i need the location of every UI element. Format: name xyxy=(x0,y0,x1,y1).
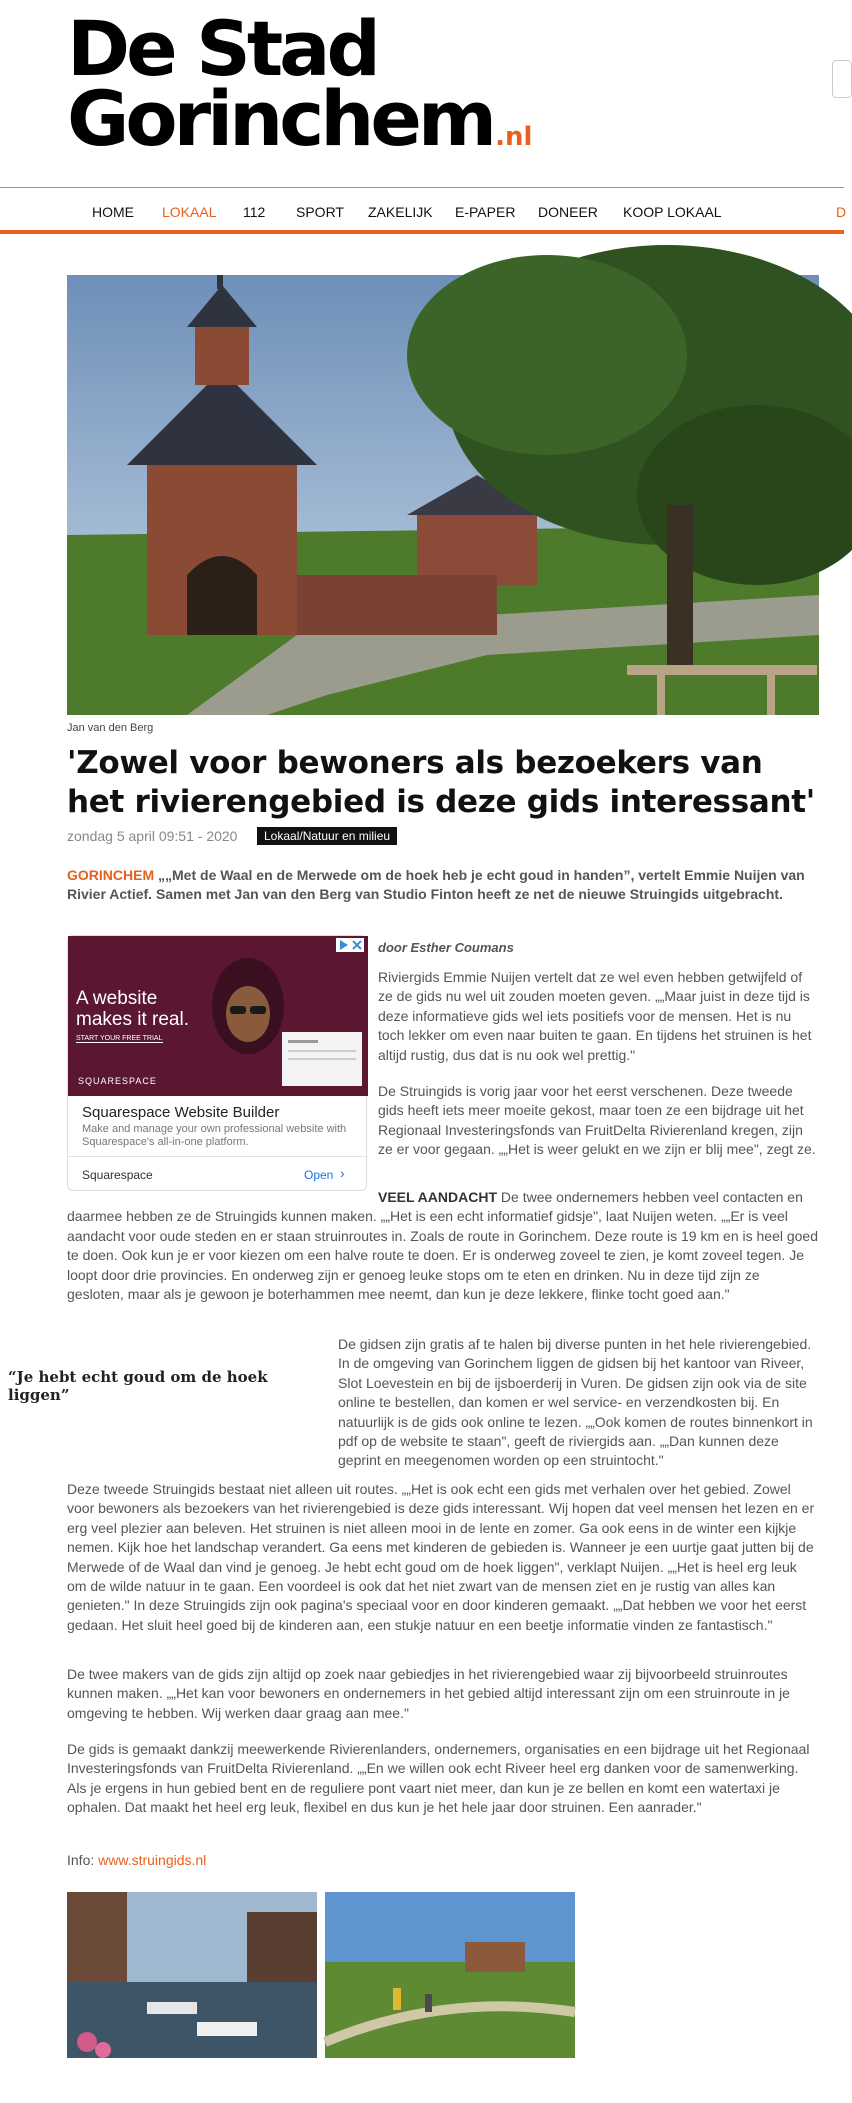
article-title: 'Zowel voor bewoners als bezoekers van het rivierengebied is deze gids interessant' xyxy=(67,745,815,820)
info-label: Info: xyxy=(67,1852,99,1868)
main-nav xyxy=(0,190,847,234)
ad-headline xyxy=(76,988,189,1030)
ad-headline-1: A website xyxy=(76,988,158,1009)
info-link[interactable]: www.struingids.nl xyxy=(98,1852,207,1868)
pull-quote: “Je hebt echt goud om de hoek liggen” xyxy=(8,1368,268,1404)
lead-text: „„Met de Waal en de Merwede om de hoek heb je echt goud in handen”, vertelt Emmie Nuijen van Rivier Actief. Samen met Jan van den Berg van Studio Finton heeft ze net de nieuwe Struingids uitgebracht. xyxy=(67,867,805,902)
ad-open-button[interactable]: Open xyxy=(304,1168,334,1182)
ad-divider xyxy=(68,1156,368,1157)
gallery-photo-walkers xyxy=(325,1892,575,2058)
chevron-right-icon: › xyxy=(340,1165,345,1181)
nav-item-doneer[interactable]: DONEER xyxy=(538,204,598,220)
ad-headline-2: makes it real. xyxy=(76,1009,189,1030)
advertisement[interactable] xyxy=(67,935,367,1191)
nav-item-home[interactable]: HOME xyxy=(92,204,134,220)
hero-image xyxy=(67,275,819,715)
ad-description: Make and manage your own professional website with Squarespace's all-in-one platform. xyxy=(82,1123,347,1148)
gallery-image-harbour[interactable] xyxy=(67,1892,317,2058)
article-paragraph-7: De gids is gemaakt dankzij meewerkende Rivierenlanders, ondernemers, organisaties en een bijdrage uit het Regionaal Investeringsfonds van FruitDelta Rivierenland. „„En we willen ook echt Riveer heel erg danken voor de samenwerking. Als je ergens in hun gebied bent en de reguliere pont vaart niet meer, dan kun je ze bellen en komt een watertaxi je ophalen. Dat maakt het heel erg leuk, flexibel en dus kun je het hele jaar door struinen. Een aanrader." xyxy=(67,1741,810,1816)
ad-choices-icon[interactable] xyxy=(336,938,364,952)
gallery-photo-harbour xyxy=(67,1892,317,2058)
category-tag[interactable]: Lokaal/Natuur en milieu xyxy=(257,827,397,845)
logo-tld: .nl xyxy=(495,122,533,152)
article-paragraph-2: De Struingids is vorig jaar voor het eerst verschenen. Deze tweede gids heeft iets meer moeite gekost, maar toen ze een bijdrage uit het Regionaal Investeringsfonds van FruitDelta Rivierenland kregen, zijn ze er voor gegaan. „„Het is weer gelukt en we zijn er blij mee", zegt ze. xyxy=(378,1083,816,1158)
nav-item-koop-lokaal[interactable]: KOOP LOKAAL xyxy=(623,204,722,220)
info-line xyxy=(67,1852,206,1868)
hero-photo-gate-tower xyxy=(67,275,819,715)
nav-item-overflow[interactable]: D xyxy=(836,204,847,220)
article-paragraph-5: Deze tweede Struingids bestaat niet alleen uit routes. „„Het is ook echt een gids met verhalen over het gebied. Zowel voor bewoners als bezoekers van het rivierengebied is deze gids interessant. Wij hopen dat veel mensen het lezen en er erg veel plezier aan beleven. Het struinen is niet alleen mooi in de lente en zomer. Ga ook eens in de winter een kijkje nemen. Kijk hoe het landschap verandert. Ga eens met kinderen de gebieden is. Wanneer je een uurtje gaat jutten bij de Merwede of de Waal dan vind je genoeg. Je hebt echt goud om de hoek liggen", verklapt Nuijen. „„Het is heel erg leuk om de wilde natuur in te gaan. Een voordeel is ook dat het niet zwart van de mensen ziet en je rustig van alles kan genieten." In deze Struingids zijn ook pagina's speciaal voor en door kinderen gemaakt. „„Dat hebben we voor het eerst gedaan. Het sluit heel goed bij de kinderen aan, een stukje natuur en een beetje informatie vinden ze fantastisch." xyxy=(67,1481,815,1633)
article-lead xyxy=(67,866,819,904)
photo-credit: Jan van den Berg xyxy=(67,722,154,734)
ad-title[interactable]: Squarespace Website Builder xyxy=(82,1104,280,1121)
ad-trial-link[interactable]: START YOUR FREE TRIAL xyxy=(76,1035,163,1042)
ad-creative[interactable] xyxy=(68,936,368,1096)
site-logo[interactable] xyxy=(67,4,533,172)
nav-item-sport[interactable]: SPORT xyxy=(296,204,344,220)
logo-word: Gorinchem xyxy=(67,74,494,163)
gallery-image-walkers[interactable] xyxy=(325,1892,575,2058)
article-paragraph-6: De twee makers van de gids zijn altijd op zoek naar gebiedjes in het rivierengebied waar zij bijvoorbeeld struinroutes kunnen maken. „„Het kan voor bewoners en ondernemers in het gebied altijd interessant zijn om een struinroute in je omgeving te hebben. Wij werken daar graag aan mee." xyxy=(67,1666,790,1721)
ad-brand-logo: SQUARESPACE xyxy=(78,1076,157,1086)
article-date: zondag 5 april 09:51 - 2020 xyxy=(67,828,238,844)
article-paragraph-1: Riviergids Emmie Nuijen vertelt dat ze wel even hebben getwijfeld of ze de gids nu wel uit zouden moeten geven. „„Maar juist in deze tijd is deze informatieve gids wel iets positiefs voor de mensen. Het is nu toch lekker om even naar buiten te gaan. En tijdens het struinen is het altijd rustig, dus dat is nu ook wel prettig." xyxy=(378,969,812,1063)
nav-item-lokaal[interactable]: LOKAAL xyxy=(162,204,217,220)
paragraph-kicker: VEEL AANDACHT xyxy=(378,1189,498,1205)
nav-item-e-paper[interactable]: E-PAPER xyxy=(455,204,516,220)
logo-line-2 xyxy=(67,74,533,172)
site-header xyxy=(0,0,844,188)
header-divider xyxy=(0,187,844,188)
article-paragraph-3 xyxy=(67,1188,819,1304)
ad-info-icon xyxy=(336,938,364,952)
paragraph-3-text: De twee ondernemers hebben veel contacten en daarmee hebben ze de Struingids kunnen maken. „„Het is een echt informatief gidsje", laat Nuijen weten. „„Er is veel aandacht voor oude steden en er staan struinroutes in. Zoals de route in Gorinchem. Deze route is 19 km en is heel goed te doen. Ook kun je er voor kiezen om een halve route te doen. Er is onderweg zoveel te zien, je komt zoveel tegen. Je loopt door drie provincies. En onderweg zijn er genoeg leuke stops om te eten en drinken. Nu in deze tijd zijn ze gesloten, maar als je gewoon je boterhammen mee neemt, dan kun je deze lekkere, flinke tocht goed aan." xyxy=(67,1189,818,1303)
ad-sponsor: Squarespace xyxy=(82,1168,153,1182)
logo-line-1: De Stad xyxy=(67,4,377,93)
nav-item-112[interactable]: 112 xyxy=(243,204,266,220)
nav-item-zakelijk[interactable]: ZAKELIJK xyxy=(368,204,433,220)
lead-location: GORINCHEM xyxy=(67,867,155,883)
byline: door Esther Coumans xyxy=(378,940,514,955)
header-search-box[interactable] xyxy=(832,60,852,98)
article-paragraph-4: De gidsen zijn gratis af te halen bij diverse punten in het hele rivierengebied. In de omgeving van Gorinchem liggen de gidsen bij het kantoor van Riveer, Slot Loevestein en bij de ijsboerderij in Vuren. De gidsen zijn ook via de site online te bestellen, dan komen er wel service- en verzendkosten bij. En natuurlijk is de gids ook online te lezen. „„Ook komen de routes binnenkort in pdf op de website te staan", geeft de riviergids aan. „„Dan kunnen deze geprint en meegenomen worden op een struintocht." xyxy=(338,1336,813,1469)
